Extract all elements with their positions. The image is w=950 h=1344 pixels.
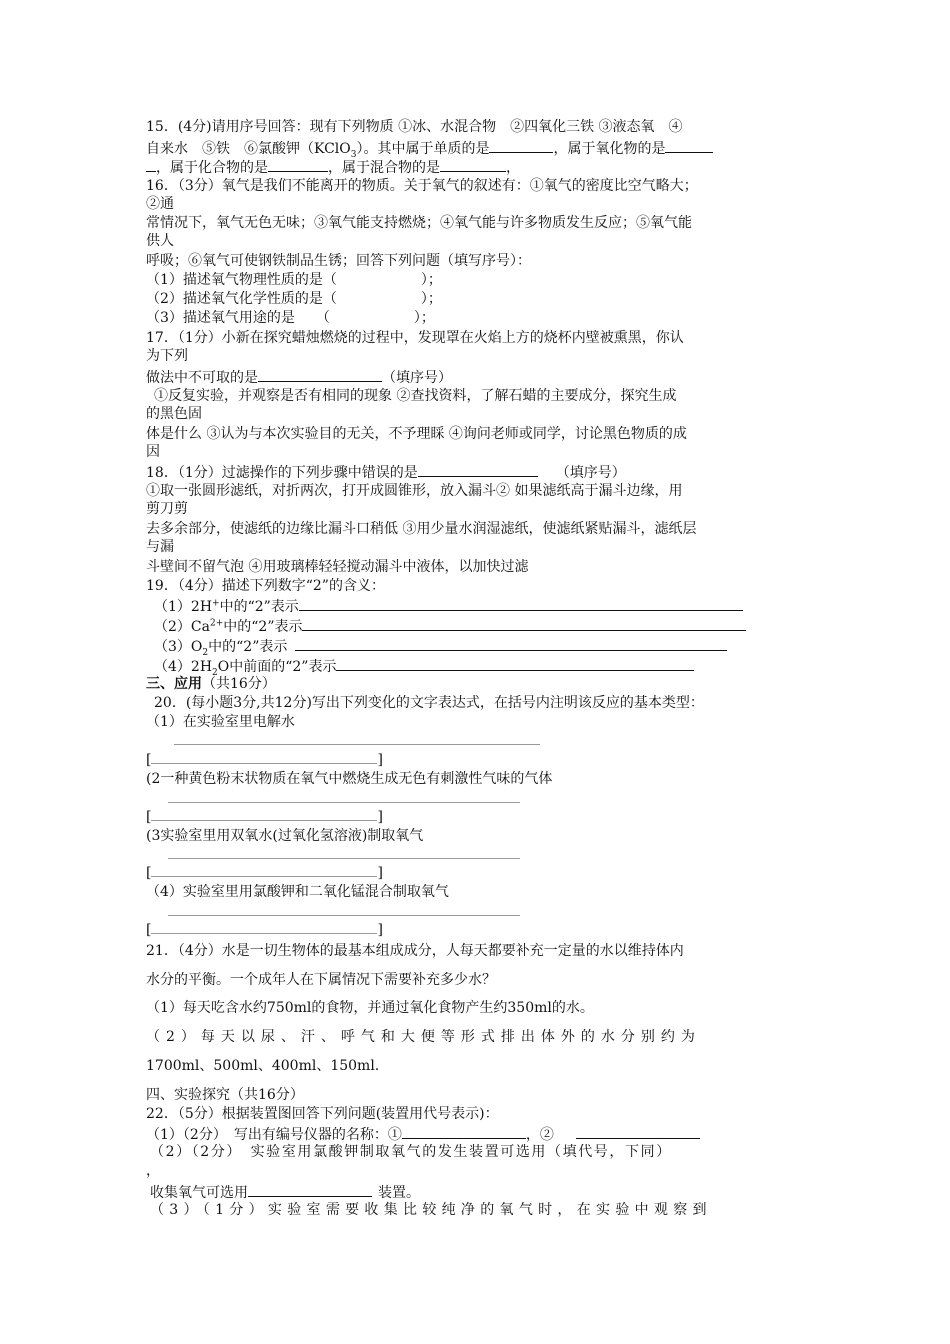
- q15-line3: [146, 157, 520, 177]
- section4-heading: 四、实验探究（共16分）: [146, 1087, 304, 1103]
- subscript: 2: [212, 667, 218, 678]
- q21-line3: （1）每天吃含水约750ml的食物，并通过氧化食物产生约350ml的水。: [146, 1000, 594, 1016]
- bracket-close: ]: [377, 809, 383, 825]
- q19-text: O中前面的“2”表示: [217, 659, 337, 675]
- q21-line1: 21．（4分）水是一切生物体的最基本组成成分，人每天都要补充一定量的水以维持体内: [146, 943, 684, 959]
- q20-prompt3: (3实验室里用双氧水(过氧化氢溶液)制取氧气: [146, 828, 424, 844]
- reaction-type-blank-2[interactable]: [151, 806, 377, 821]
- q16-line4: 供人: [146, 233, 174, 249]
- q21-line4: （2）每天以尿、汗、呼气和大便等形式排出体外的水分别约为: [146, 1029, 701, 1045]
- q17-line5: 的黑色固: [146, 406, 202, 422]
- section3-heading: [146, 675, 276, 693]
- q18-line2: ①取一张圆形滤纸，对折两次，打开成圆锥形，放入漏斗② 如果滤纸高于漏斗边缘，用: [146, 483, 683, 499]
- q20-bracket4: [146, 919, 383, 939]
- bracket-open: [: [146, 865, 152, 881]
- q19-text: （4）2H: [154, 659, 213, 675]
- q20-prompt4: （4）实验室里用氯酸钾和二氧化锰混合制取氧气: [146, 884, 449, 900]
- q21-line5: 1700ml、500ml、400ml、150ml.: [146, 1058, 380, 1074]
- answer-blank-instrument-2[interactable]: [576, 1124, 700, 1139]
- bracket-open: [: [146, 809, 152, 825]
- q17-text: 做法中不可取的是: [146, 370, 258, 386]
- q19-text: 中的“2”表示: [223, 619, 303, 635]
- q16-sub2: （2）描述氧气化学性质的是（ ）；: [146, 291, 442, 307]
- q20-bracket1: [146, 749, 383, 769]
- answer-blank-elements[interactable]: [489, 138, 553, 153]
- answer-blank-q17[interactable]: [258, 367, 382, 382]
- reaction-type-blank-3[interactable]: [151, 862, 377, 877]
- q22-text: 装置。: [378, 1185, 420, 1201]
- reaction-type-blank-1[interactable]: [151, 749, 377, 764]
- answer-line-q20-2[interactable]: [168, 802, 520, 803]
- answer-blank-q19-3[interactable]: [295, 636, 727, 651]
- superscript: +: [212, 598, 220, 609]
- q18-line4: 去多余部分，使滤纸的边缘比漏斗口稍低 ③用少量水润湿滤纸，使滤纸紧贴漏斗，滤纸层: [146, 521, 697, 537]
- q22-line2: [146, 1124, 700, 1144]
- answer-blank-oxides[interactable]: [665, 138, 713, 153]
- q19-sub2: [154, 616, 746, 636]
- q17-text: （填序号）: [382, 370, 452, 386]
- q15-text: ，: [506, 160, 520, 176]
- q20-prompt1: （1）在实验室里电解水: [146, 714, 295, 730]
- q22-line6: （3）（1分）实验室需要收集比较纯净的氧气时，在实验中观察到: [150, 1202, 712, 1218]
- q15-text: ，属于氧化物的是: [553, 141, 666, 157]
- q20-bracket3: [146, 862, 383, 882]
- answer-blank-instrument-1[interactable]: [402, 1124, 526, 1139]
- section-title: 三、应用: [146, 676, 202, 692]
- q16-line5: 呼吸；⑥氧气可使钢铁制品生锈；回答下列问题（填写序号）：: [146, 253, 531, 269]
- q15-line1: 15．(4分)请用序号回答：现有下列物质 ①冰、水混合物 ②四氧化三铁 ③液态氧 ④: [146, 119, 683, 135]
- answer-line-q20-3[interactable]: [168, 858, 520, 859]
- q15-text: ，属于混合物的是: [328, 160, 440, 176]
- q17-line3: [146, 367, 452, 387]
- q22-line5: [150, 1182, 420, 1202]
- q22-line1: 22．（5分）根据装置图回答下列问题(装置用代号表示)：: [146, 1106, 499, 1122]
- q16-sub3: （3）描述氧气用途的是 （ ）；: [146, 310, 435, 326]
- q18-text: 18．（1分）过滤操作的下列步骤中错误的是: [146, 465, 418, 481]
- q19-text: 中的“2”表示: [219, 599, 299, 615]
- answer-blank-collection[interactable]: [248, 1182, 372, 1197]
- bracket-open: [: [146, 752, 152, 768]
- q17-line4: ①反复实验，并观察是否有相同的现象 ②查找资料，了解石蜡的主要成分，探究生成: [154, 388, 677, 404]
- q15-text: 自来水 ⑤铁 ⑥氯酸钾（KClO: [146, 141, 351, 157]
- q19-text: 中的“2”表示: [208, 639, 288, 655]
- q18-line1: [146, 462, 626, 482]
- q17-line2: 为下列: [146, 348, 188, 364]
- q22-text: 收集氧气可选用: [150, 1185, 248, 1201]
- answer-blank-q18[interactable]: [418, 462, 538, 477]
- answer-blank-oxides-cont[interactable]: [146, 157, 156, 172]
- answer-blank-q19-2[interactable]: [302, 616, 746, 631]
- q20-prompt2: (2一种黄色粉末状物质在氧气中燃烧生成无色有刺激性气味的气体: [146, 771, 553, 787]
- bracket-close: ]: [377, 922, 383, 938]
- q19-sub4: [154, 656, 694, 676]
- bracket-close: ]: [377, 865, 383, 881]
- q19-sub1: [154, 596, 743, 616]
- section-note: （共16分）: [202, 676, 276, 692]
- superscript: 2+: [209, 618, 224, 629]
- q15-line2: [146, 138, 713, 158]
- subscript: 2: [202, 647, 209, 658]
- q15-text: ）。其中属于单质的是: [356, 141, 490, 157]
- q16-sub1: （1）描述氧气物理性质的是（ ）；: [146, 272, 442, 288]
- q19-text: （1）2H: [154, 599, 213, 615]
- q16-line1: 16．（3分）氧气是我们不能离开的物质。关于氧气的叙述有：①氧气的密度比空气略大；: [146, 178, 698, 194]
- q19-text: （2）Ca: [154, 619, 210, 635]
- answer-blank-mixtures[interactable]: [440, 157, 506, 172]
- q17-line7: 因: [146, 444, 160, 460]
- q22-line3: （2）（2分） 实验室用氯酸钾制取氧气的发生装置可选用（填代号，下同）: [150, 1144, 672, 1160]
- answer-line-q20-1[interactable]: [174, 744, 540, 745]
- q19-line1: 19．（4分）描述下列数字“2”的含义：: [146, 578, 385, 594]
- answer-blank-compounds[interactable]: [268, 157, 328, 172]
- q18-line5: 与漏: [146, 539, 174, 555]
- q21-line2: 水分的平衡。一个成年人在下属情况下需要补充多少水？: [146, 972, 496, 988]
- answer-line-q20-4[interactable]: [168, 915, 520, 916]
- bracket-close: ]: [377, 752, 383, 768]
- q22-text: ，②: [525, 1127, 554, 1143]
- q20-line1: 20．(每小题3分,共12分)写出下列变化的文字表达式，在括号内注明该反应的基本类型：: [154, 695, 704, 711]
- bracket-open: [: [146, 922, 152, 938]
- q16-line2: ②通: [146, 196, 174, 212]
- q22-line4: ，: [146, 1163, 160, 1179]
- q18-text: （填序号）: [555, 465, 626, 481]
- subscript: 3: [350, 149, 357, 160]
- answer-blank-q19-1[interactable]: [299, 596, 743, 611]
- q16-line3: 常情况下，氧气无色无味；③氧气能支持燃烧；④氧气能与许多物质发生反应；⑤氧气能: [146, 215, 692, 231]
- q15-text: ，属于化合物的是: [156, 160, 268, 176]
- q17-line6: 体是什么 ③认为与本次实验目的无关，不予理睬 ④询问老师或同学，讨论黑色物质的成: [146, 426, 687, 442]
- reaction-type-blank-4[interactable]: [151, 919, 377, 934]
- q17-line1: 17．（1分）小新在探究蜡烛燃烧的过程中，发现罩在火焰上方的烧杯内壁被熏黑，你认: [146, 330, 684, 346]
- q18-line3: 剪刀剪: [146, 501, 188, 517]
- q22-text: （1）（2分） 写出有编号仪器的名称：①: [146, 1127, 402, 1143]
- q20-bracket2: [146, 806, 383, 826]
- answer-blank-q19-4[interactable]: [336, 656, 694, 671]
- q19-sub3: [154, 636, 727, 656]
- q18-line6: 斗壁间不留气泡 ④用玻璃棒轻轻搅动漏斗中液体，以加快过滤: [146, 559, 529, 575]
- q19-text: （3）O: [154, 639, 203, 655]
